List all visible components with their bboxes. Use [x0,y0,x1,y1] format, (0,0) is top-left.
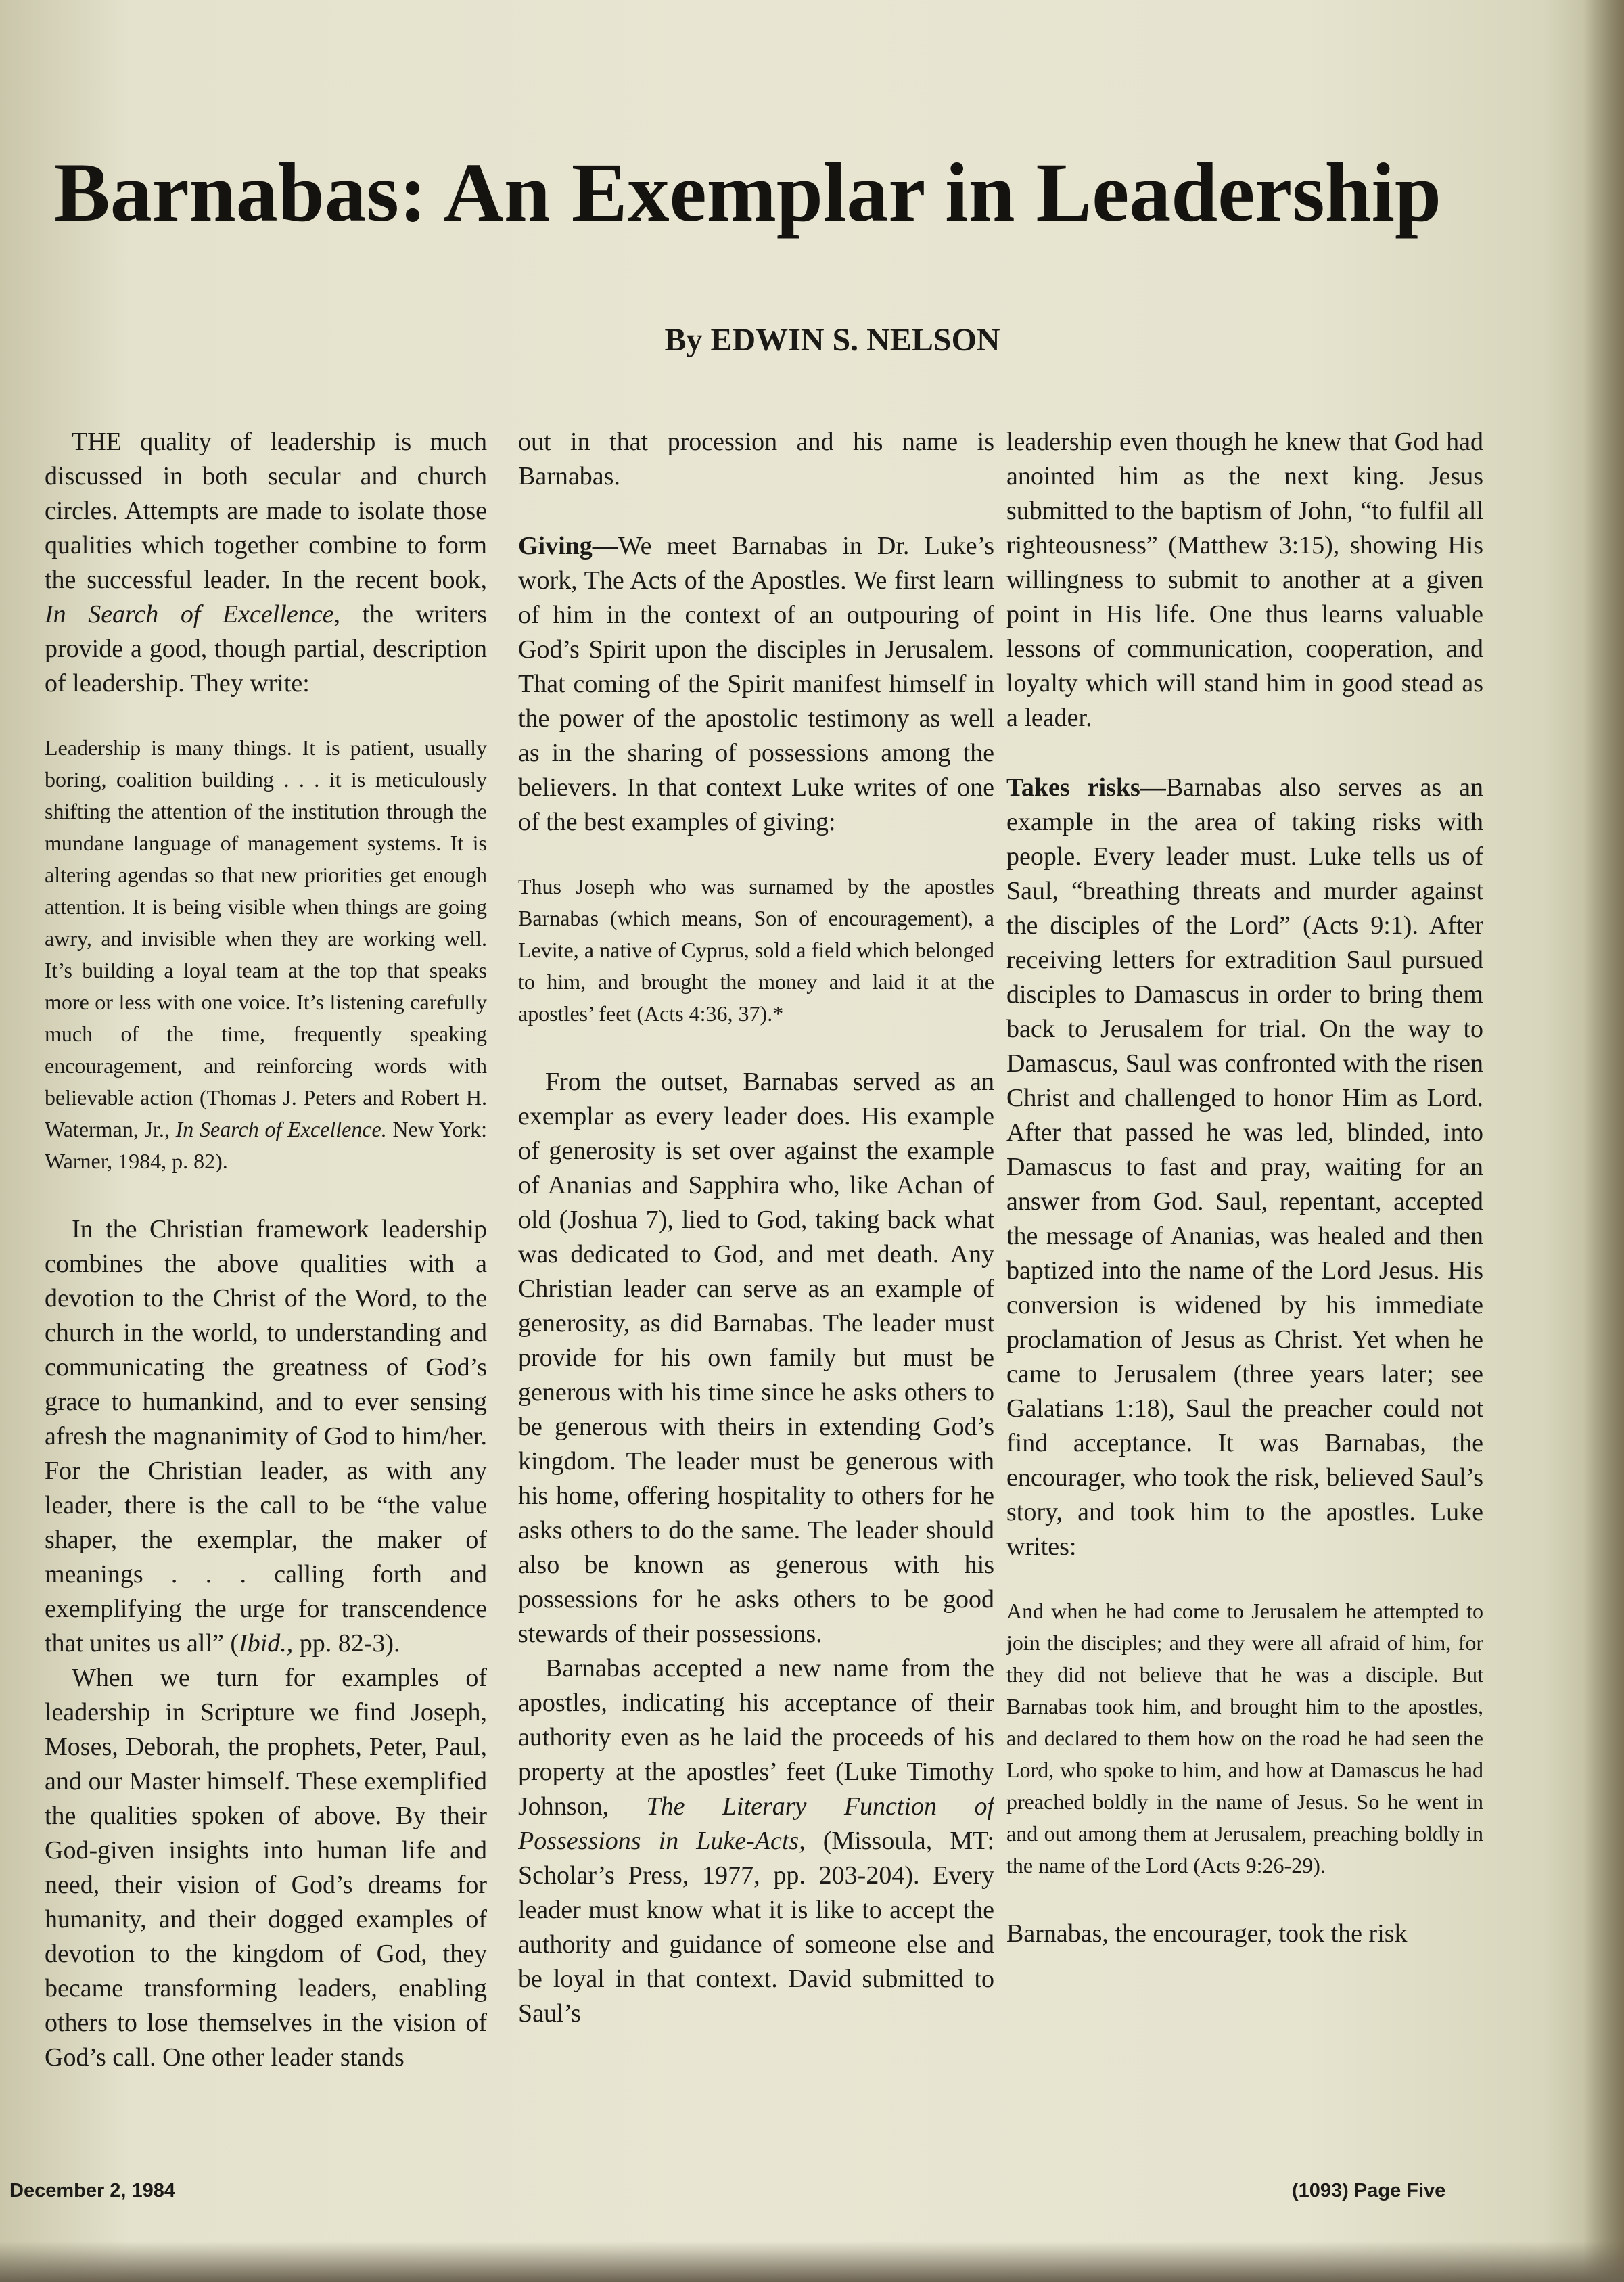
section-takes-risks [1006,771,1483,1564]
new-name-text-b: (Missoula, MT: Scholar’s Press, 1977, pp. 203-204). Every leader must know what it is like to accept the authority and guidance of someone else and be loyal in that context. David submitted to Saul’s [518,1827,994,2028]
paragraph-scripture-examples: When we turn for examples of leadership in Scripture we find Joseph, Moses, Deborah, the prophets, Peter, Paul, and our Master himself. These exemplified the qualities spoken of above. By their God-given insights into human life and need, their vision of God’s dreams for humanity, and their dogged examples of devotion to the kingdom of God, they became transforming leaders, enabling others to lose themselves in the vision of God’s call. One other leader stands [45,1664,487,2072]
footer-page-number: (1093) Page Five [1292,2180,1446,2201]
block-quote-acts-4: Thus Joseph who was surnamed by the apostles Barnabas (which means, Son of encouragement), a Levite, a native of Cyprus, sold a field which belonged to him, and brought the money and laid it at the apostles’ feet (Acts 4:36, 37).* [518,874,994,1026]
intro-text-a: THE quality of leadership is much discussed in both secular and church circles. Attempts are made to isolate those qualities which together combine to form the successful leader. In the recent book, [45,428,487,594]
framework-text-b: pp. 82-3). [293,1629,400,1658]
paragraph-intro [45,425,487,701]
paragraph-continued: out in that procession and his name is Barnabas. [518,428,994,490]
book-title-in-search-of-excellence: In Search of Excellence, [45,600,340,629]
column-3 [1006,425,1483,2150]
page-edge-shadow-bottom [0,2241,1624,2282]
block-quote-peters-waterman [45,732,487,1177]
ibid-citation: Ibid., [239,1629,294,1658]
framework-text-a: In the Christian framework leadership combines the above qualities with a devotion to the Christ of the Word, to the church in the world, to understanding and communicating the greatness of God’s grace to humankind, and to ever sensing afresh the magnanimity of God to him/her. For the Christian leader, as with any leader, there is the call to be “the value shaper, the exemplar, the maker of meanings . . . calling forth and exemplifying the urge for transcendence that unites us all” ( [45,1215,487,1658]
quote-text-a: Leadership is many things. It is patient, usually boring, coalition building . . . it is meticulously shifting the attention of the institution through the mundane language of management systems. It is altering agendas so that new priorities get enough attention. It is being visible when things are going awry, and invisible when they are working well. It’s building a loyal team at the top that speaks more or less with one voice. It’s listening carefully much of the time, frequently speaking encouragement, and reinforcing words with believable action (Thomas J. Peters and Robert H. Waterman, Jr., [45,735,487,1141]
intro-text-b: the writers provide a good, though partial, description of leadership. They write: [45,600,487,698]
new-name-text-a: Barnabas accepted a new name from the apostles, indicating his acceptance of their authority even as he laid the proceeds of his property at the apostles’ feet (Luke Timothy Johnson, [518,1654,994,1821]
column-1 [45,425,487,2150]
article-byline: By EDWIN S. NELSON [664,322,1000,358]
block-quote-acts-9: And when he had come to Jerusalem he attempted to join the disciples; and they were all afraid of him, for they did not believe that he was a disciple. But Barnabas took him, and brought him to the apostles, and declared to them how on the road he had seen the Lord, who spoke to him, and how at Damascus he had preached boldly in the name of Jesus. So he went in and out among them at Jerusalem, preaching boldly in the name of the Lord (Acts 9:26-29). [1006,1599,1483,1877]
giving-text: We meet Barnabas in Dr. Luke’s work, The Acts of the Apostles. We first learn of him in the context of an outpouring of God’s Spirit upon the disciples in Jerusalem. That coming of the Spirit manifest himself in the power of the apostolic testimony as well as in the sharing of possessions among the believers. In that context Luke writes of one of the best examples of giving: [518,532,994,836]
article-title: Barnabas: An Exemplar in Leadership [54,146,1441,239]
footer-date: December 2, 1984 [9,2180,176,2201]
section-giving [518,529,994,840]
paragraph-encourager: Barnabas, the encourager, took the risk [1006,1919,1408,1948]
paragraph-submission: leadership even though he knew that God had anointed him as the next king. Jesus submitted to the baptism of John, “to fulfil all righteousness” (Matthew 3:15), showing His willingness to submit to another at a given point in His life. One thus learns valuable lessons of communication, cooperation, and loyalty which will stand him in good stead as a leader. [1006,428,1483,732]
paragraph-new-name [518,1651,994,2031]
paragraph-generosity: From the outset, Barnabas served as an exemplar as every leader does. His example of generosity is set over against the example of Ananias and Sapphira who, like Achan of old (Joshua 7), lied to God, taking back what was dedicated to God, and met death. Any Christian leader can serve as an example of generosity, as did Barnabas. The leader must provide for his own family but must be generous with his time since he asks others to be generous with theirs in extending God’s kingdom. The leader must be generous with his home, offering hospitality to others for he asks others to do the same. The leader should also be known as generous with his possessions for he asks others to be good stewards of their possessions. [518,1068,994,1648]
section-heading-takes-risks: Takes risks— [1006,773,1166,802]
quote-book-title: In Search of Excellence. [175,1117,387,1141]
takes-risks-text: Barnabas also serves as an example in the area of taking risks with people. Every leader must. Luke tells us of Saul, “breathing threats and murder against the disciples of the Lord” (Acts 9:1). After receiving letters for extradition Saul pursued disciples to Damascus in order to bring them back to Jerusalem for trial. On the way to Damascus, Saul was confronted with the risen Christ and challenged to honor Him as Lord. After that passed he was led, blinded, into Damascus to fast and pray, waiting for an answer from God. Saul, repentant, accepted the message of Ananias, was healed and then baptized into the name of the Lord Jesus. His conversion is widened by his immediate proclamation of Jesus as Christ. Yet when he came to Jerusalem (three years later; see Galatians 1:18), Saul the preacher could not find acceptance. It was Barnabas, the encourager, who took the risk, believed Saul’s story, and took him to the apostles. Luke writes: [1006,773,1483,1561]
section-heading-giving: Giving— [518,532,618,560]
quote-text-b: New York: Warner, 1984, p. 82). [45,1117,487,1173]
column-2 [518,425,994,2150]
paragraph-christian-framework [45,1212,487,1661]
book-title-literary-function: The Literary Function of Possessions in Luke-Acts, [518,1792,994,1855]
